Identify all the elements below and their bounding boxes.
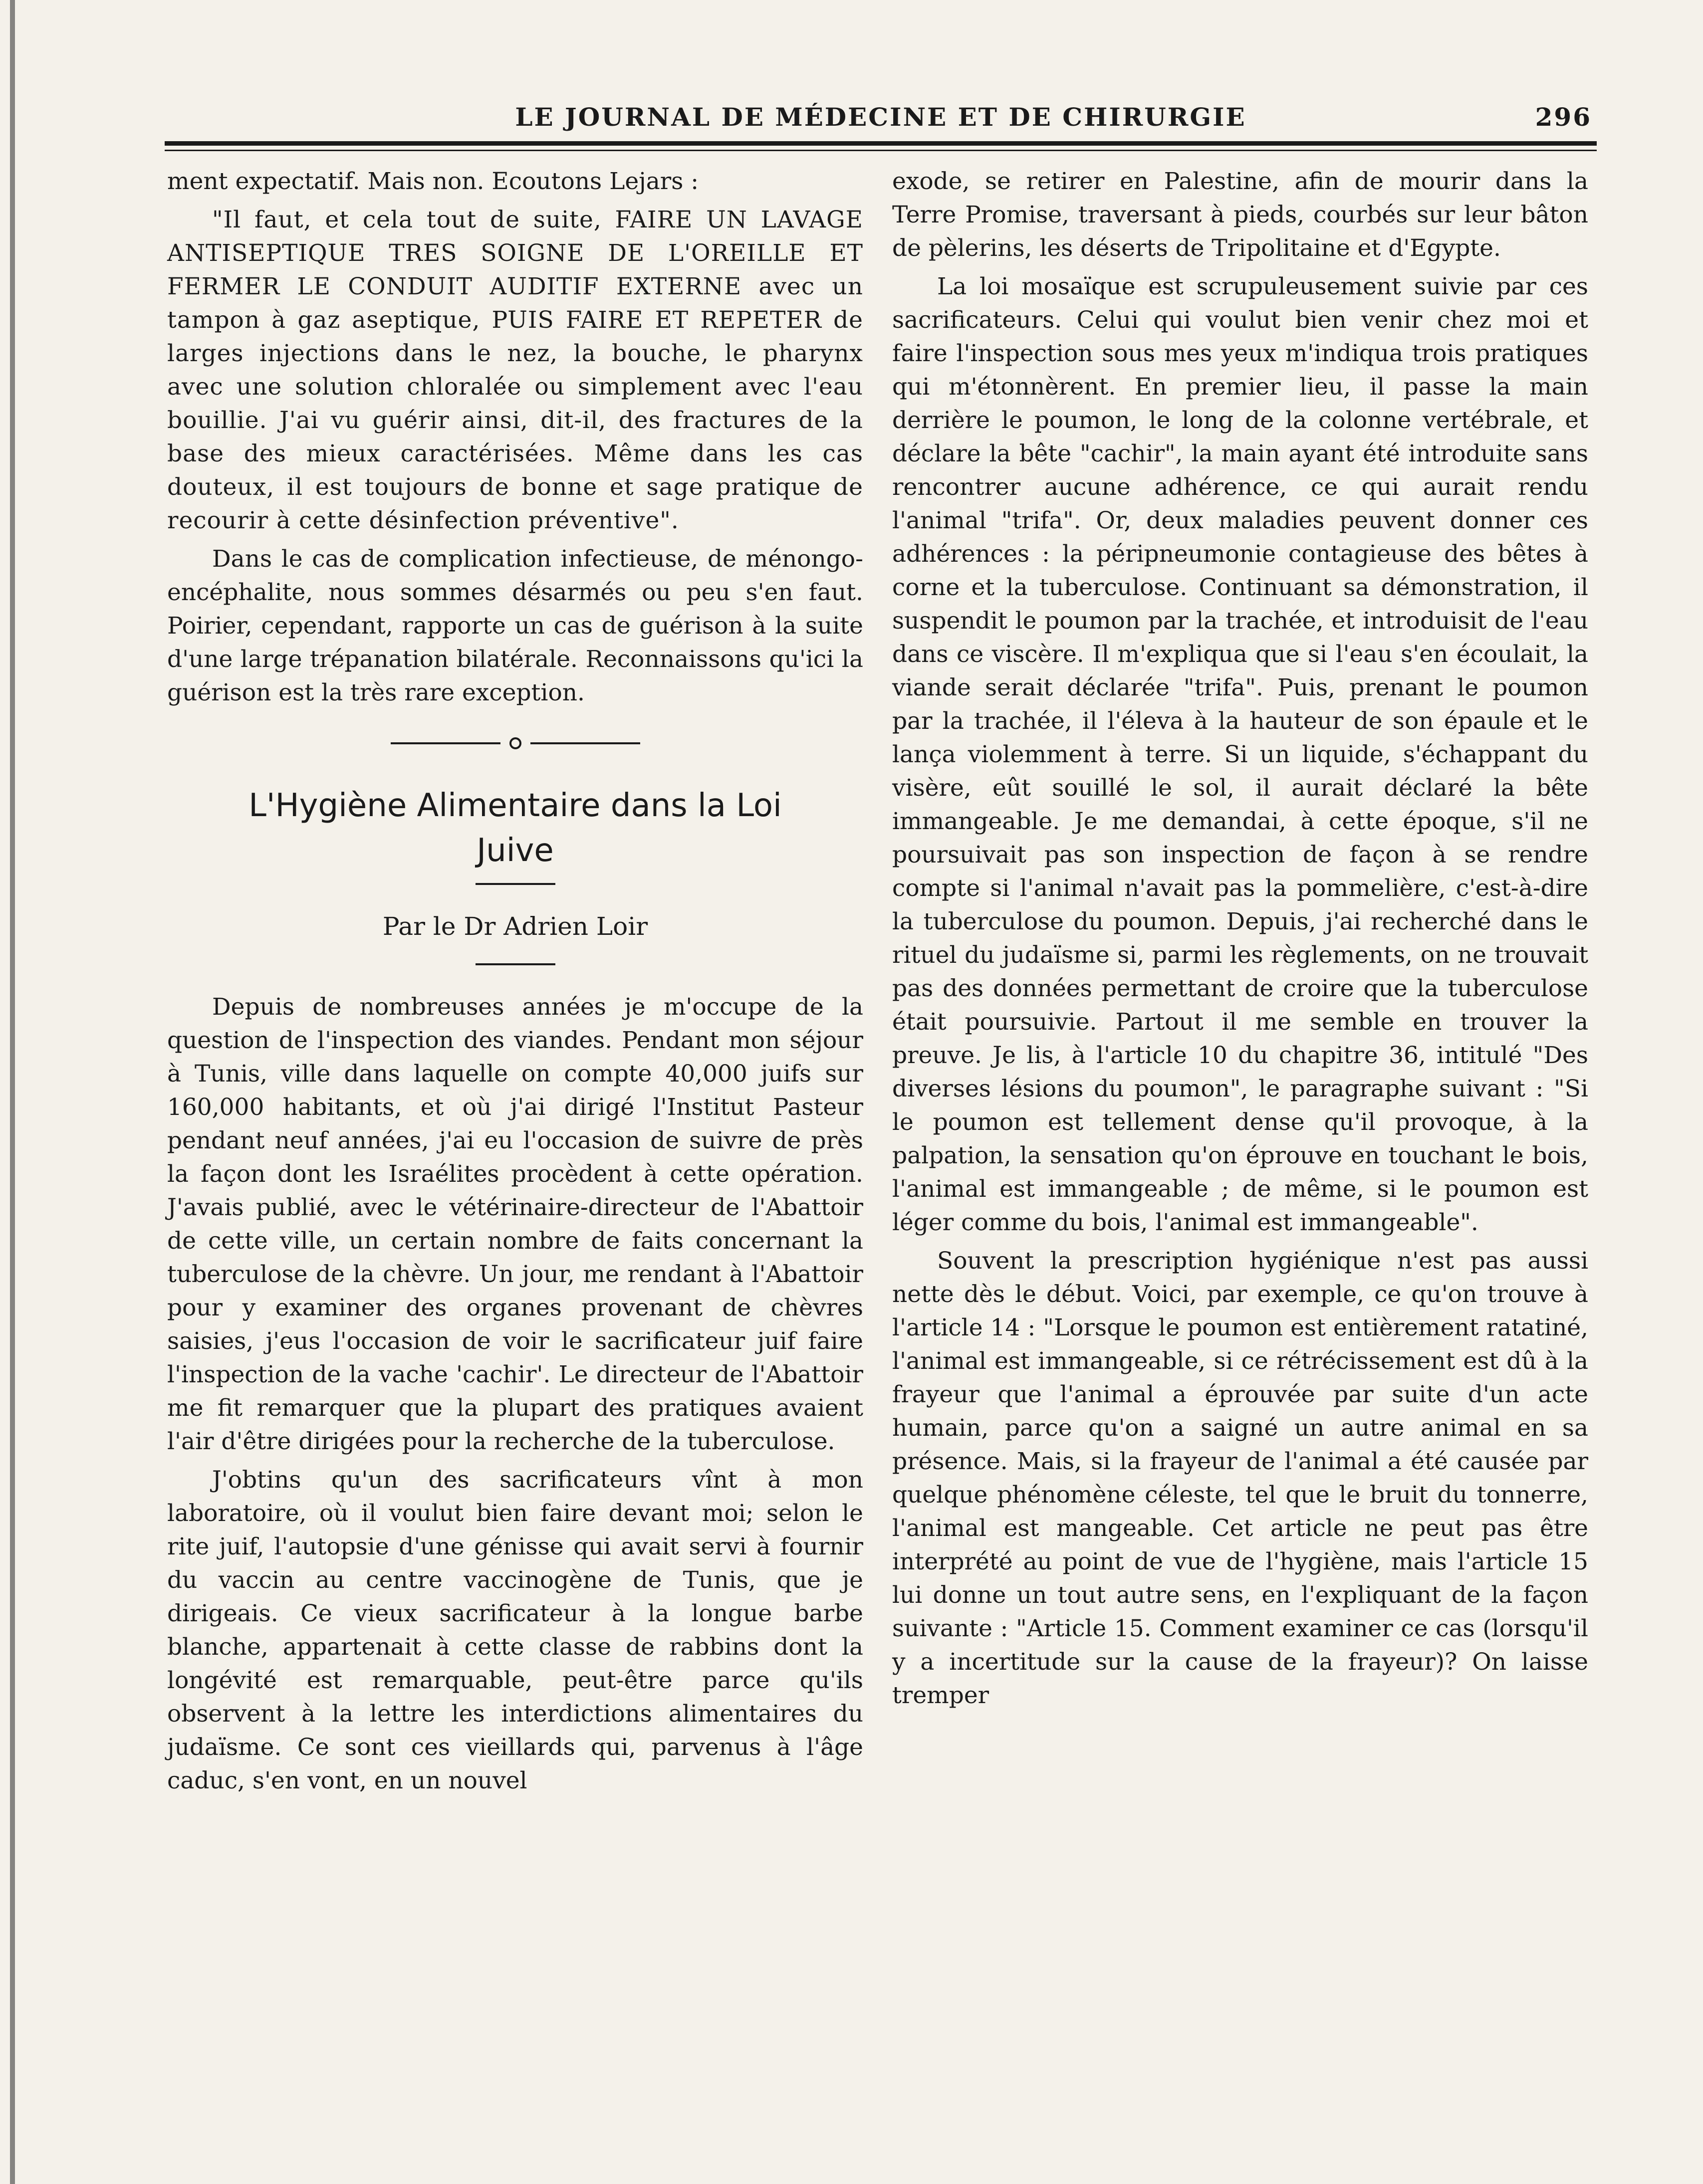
paragraph: Depuis de nombreuses années je m'occupe de la question de l'inspection des viandes. Pendant mon séjour à Tunis, ville dans laquelle on compte 40,000 juifs sur 160,000 habitants, et où j'ai dirigé l'Institut Pasteur pendant neuf années, j'ai eu l'occasion de suivre de près la façon dont les Israélites procèdent à cette opération. J'avais publié, avec le vétérinaire-directeur de l'Abattoir de cette ville, un certain nombre de faits concernant la tuberculose de la chèvre. Un jour, me rendant à l'Abattoir pour y examiner des organes provenant de chèvres saisies, j'eus l'occasion de voir le sacrificateur juif faire l'inspection de la vache 'cachir'. Le directeur de l'Abattoir me fit remarquer que la plupart des pratiques avaient l'air d'être dirigées pour la recherche de la tuberculose.	[167, 993, 863, 1455]
journal-title: LE JOURNAL DE MÉDECINE ET DE CHIRURGIE	[515, 102, 1246, 132]
header-rule-thin	[165, 150, 1597, 151]
page-number: 296	[1535, 102, 1592, 132]
section-separator	[391, 733, 640, 753]
paragraph: Dans le cas de complication infectieuse, de ménongo-encéphalite, nous sommes désarmés ou peu s'en faut. Poirier, cependant, rapporte un cas de guérison à la suite d'une large trépanation bilatérale. Reconnaissons qu'ici la guérison est la très rare exception.	[167, 545, 863, 706]
binding-edge	[10, 0, 15, 2184]
paragraph: Souvent la prescription hygiénique n'est pas aussi nette dès le début. Voici, par exemple, ce qu'on trouve à l'article 14 : "Lorsque le poumon est entièrement ratatiné, l'animal est immangeable, si ce rétrécissement est dû à la frayeur que l'animal a éprouvée par suite d'un acte humain, parce qu'on a saigné un autre animal en sa présence. Mais, si la frayeur de l'animal a été causée par quelque phénomène céleste, tel que le bruit du tonnerre, l'animal est mangeable. Cet article ne peut pas être interprété au point de vue de l'hygiène, mais l'article 15 lui donne un tout autre sens, en l'expliquant de la façon suivante : "Article 15. Comment examiner ce cas (lorsqu'il y a incertitude sur la cause de la frayeur)? On laisse tremper	[892, 1247, 1588, 1709]
paragraph: exode, se retirer en Palestine, afin de mourir dans la Terre Promise, traversant à pieds, courbés sur leur bâton de pèlerins, les déserts de Tripolitaine et d'Egypte.	[892, 168, 1588, 262]
paragraph: La loi mosaïque est scrupuleusement suivie par ces sacrificateurs. Celui qui voulut bien venir chez moi et faire l'inspection sous mes yeux m'indiqua trois pratiques qui m'étonnèrent. En premier lieu, il passe la main derrière le poumon, le long de la colonne vertébrale, et déclare la bête "cachir", la main ayant été introduite sans rencontrer aucune adhérence, ce qui aurait rendu l'animal "trifa". Or, deux maladies peuvent donner ces adhérences : la péripneumonie contagieuse des bêtes à corne et la tuberculose. Continuant sa démonstration, il suspendit le poumon par la trachée, et introduisit de l'eau dans ce viscère. Il m'expliqua que si l'eau s'en écoulait, la viande serait déclarée "trifa". Puis, prenant le poumon par la trachée, il l'éleva à la hauteur de son épaule et le lança violemment à terre. Si un liquide, s'échappant du visère, eût souillé le sol, il aurait déclaré la bête immangeable. Je me demandai, à cette époque, s'il ne poursuivait pas son inspection de façon à se rendre compte si l'animal n'avait pas la pommelière, c'est-à-dire la tuberculose du poumon. Depuis, j'ai recherché dans le rituel du judaïsme si, parmi les règlements, on ne trouvait pas des données permettant de croire que la tuberculose était poursuivie. Partout il me semble en trouver la preuve. Je lis, à l'article 10 du chapitre 36, intitulé "Des diverses lésions du poumon", le paragraphe suivant : "Si le poumon est tellement dense qu'il provoque, à la palpation, la sensation qu'on éprouve en touchant le bois, l'animal est immangeable ; de même, si le poumon est léger comme du bois, l'animal est immangeable".	[892, 273, 1588, 1236]
quote-paragraph: "Il faut, et cela tout de suite, FAIRE UN LAVAGE ANTISEPTIQUE TRES SOIGNE DE L'OREILLE ET FERMER LE CONDUIT AUDITIF EXTERNE avec un tampon à gaz aseptique, PUIS FAIRE ET REPETER de larges injections dans le nez, la bouche, le pharynx avec une solution chloralée ou simplement avec l'eau bouillie. J'ai vu guérir ainsi, dit-il, des fractures de la base des mieux caractérisées. Même dans les cas douteux, il est toujours de bonne et sage pratique de recourir à cette désinfection préventive".	[167, 206, 863, 534]
article-author: Par le Dr Adrien Loir	[382, 912, 648, 941]
header-rule-thick	[165, 141, 1597, 146]
title-rule	[476, 883, 555, 885]
paragraph: J'obtins qu'un des sacrificateurs vînt à mon laboratoire, où il voulut bien faire devant moi; selon le rite juif, l'autopsie d'une génisse qui avait servi à fournir du vaccin au centre vaccinogène de Tunis, que je dirigeais. Ce vieux sacrificateur à la longue barbe blanche, appartenait à cette classe de rabbins dont la longévité est remarquable, peut-être parce qu'ils observent à la lettre les interdictions alimentaires du judaïsme. Ce sont ces vieillards qui, parvenus à l'âge caduc, s'en vont, en un nouvel	[167, 1466, 863, 1794]
author-rule	[476, 963, 555, 965]
article-title: L'Hygiène Alimentaire dans la Loi Juive	[248, 787, 782, 869]
left-column	[167, 165, 863, 1802]
paragraph: ment expectatif. Mais non. Ecoutons Lejars :	[167, 168, 699, 195]
running-header	[165, 102, 1597, 142]
right-column	[892, 165, 1588, 1717]
